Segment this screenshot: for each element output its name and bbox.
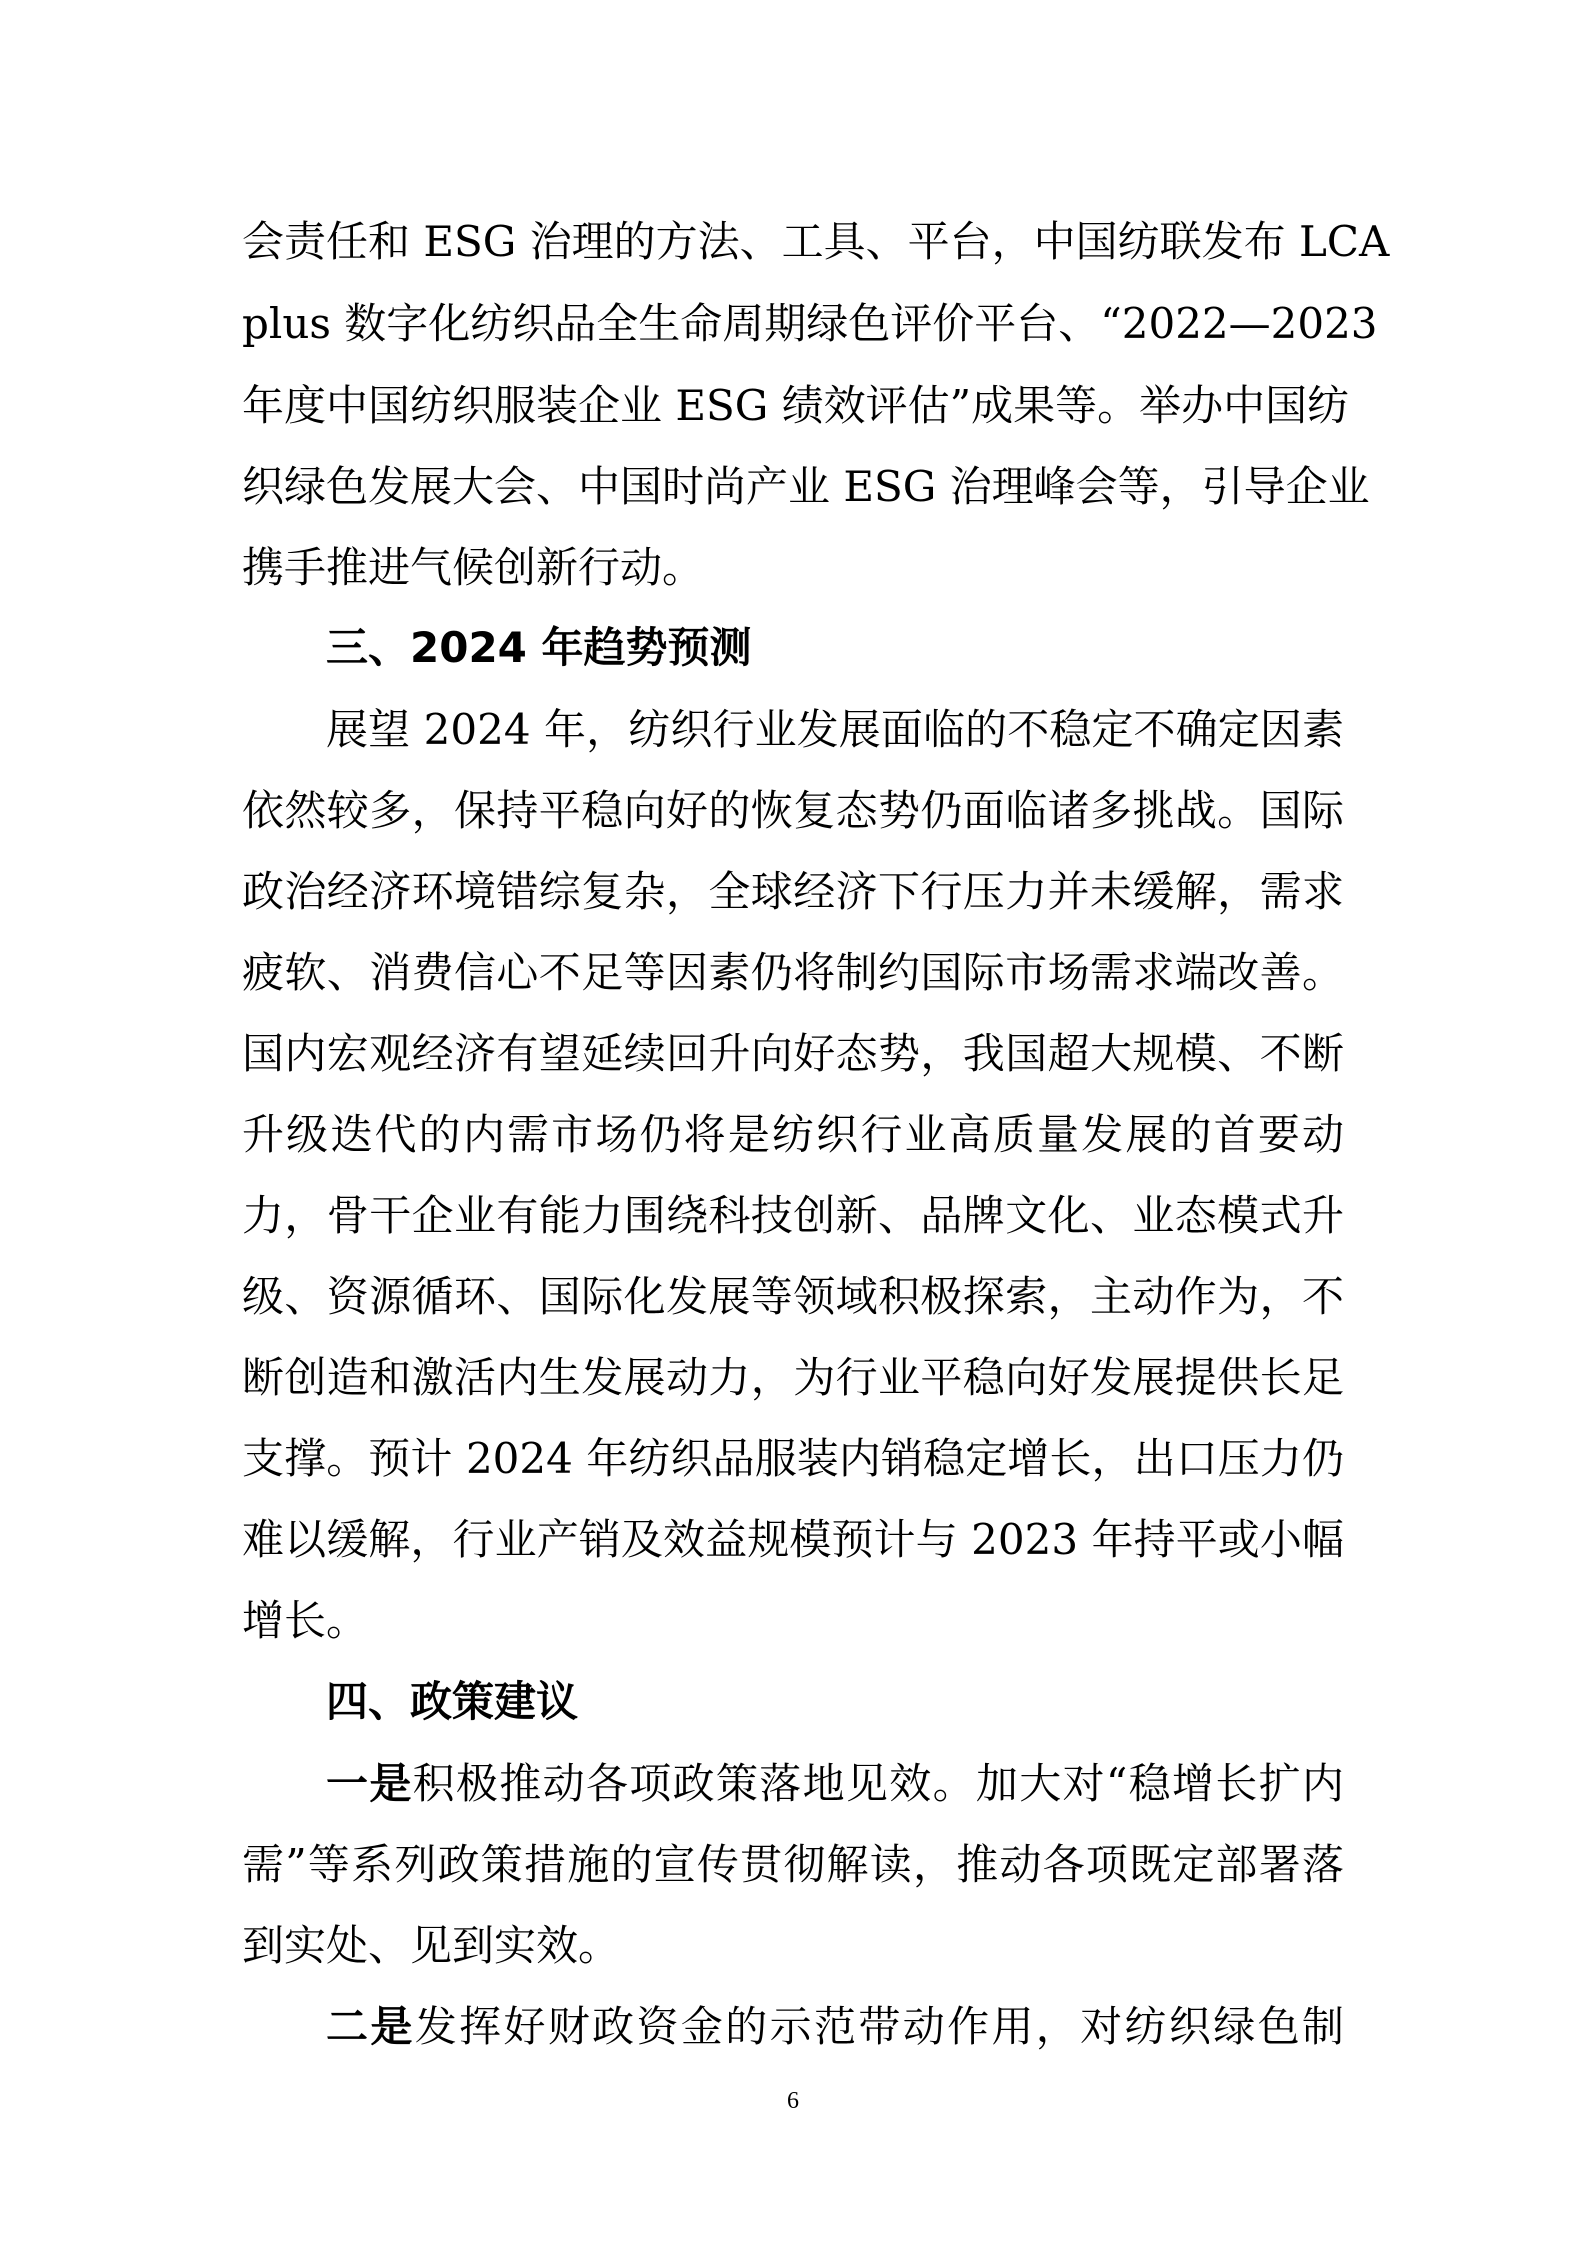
paragraph-line: 升级迭代的内需市场仍将是纺织行业高质量发展的首要动 bbox=[242, 1110, 1344, 1159]
paragraph-line: 依然较多，保持平稳向好的恢复态势仍面临诸多挑战。国际 bbox=[242, 786, 1344, 835]
paragraph-line: 年度中国纺织服装企业 ESG 绩效评估”成果等。举办中国纺 bbox=[242, 381, 1350, 430]
paragraph-line: 疲软、消费信心不足等因素仍将制约国际市场需求端改善。 bbox=[242, 948, 1344, 997]
paragraph-line: 政治经济环境错综复杂，全球经济下行压力并未缓解，需求 bbox=[242, 867, 1344, 916]
paragraph-line: 会责任和 ESG 治理的方法、工具、平台，中国纺联发布 LCA bbox=[242, 217, 1390, 266]
paragraph-line: 级、资源循环、国际化发展等领域积极探索，主动作为，不 bbox=[242, 1272, 1344, 1321]
paragraph-line: 断创造和激活内生发展动力，为行业平稳向好发展提供长足 bbox=[242, 1353, 1344, 1402]
paragraph-line: 难以缓解，行业产销及效益规模预计与 2023 年持平或小幅 bbox=[242, 1515, 1344, 1564]
paragraph-line: 增长。 bbox=[242, 1596, 369, 1645]
paragraph-line: 到实处、见到实效。 bbox=[242, 1921, 621, 1970]
item-lead: 一是 bbox=[326, 1759, 413, 1808]
paragraph-line: 展望 2024 年，纺织行业发展面临的不稳定不确定因素 bbox=[326, 705, 1344, 754]
page-number: 6 bbox=[787, 2088, 799, 2114]
paragraph-line: 国内宏观经济有望延续回升向好态势，我国超大规模、不断 bbox=[242, 1029, 1344, 1078]
paragraph-line: 力，骨干企业有能力围绕科技创新、品牌文化、业态模式升 bbox=[242, 1191, 1344, 1240]
paragraph-line: 携手推进气候创新行动。 bbox=[242, 543, 705, 592]
paragraph-line: plus 数字化纺织品全生命周期绿色评价平台、“2022—2023 bbox=[242, 299, 1378, 348]
section-heading: 三、2024 年趋势预测 bbox=[326, 623, 752, 672]
paragraph-line: 需”等系列政策措施的宣传贯彻解读，推动各项既定部署落 bbox=[242, 1840, 1344, 1889]
item-lead: 二是 bbox=[326, 2002, 415, 2051]
item-text: 积极推动各项政策落地见效。加大对“稳增长扩内 bbox=[412, 1759, 1344, 1808]
paragraph-line: 织绿色发展大会、中国时尚产业 ESG 治理峰会等，引导企业 bbox=[242, 462, 1370, 511]
section-heading: 四、政策建议 bbox=[326, 1677, 579, 1726]
paragraph-line bbox=[326, 1997, 1344, 2057]
paragraph-line: 支撑。预计 2024 年纺织品服装内销稳定增长，出口压力仍 bbox=[242, 1434, 1344, 1483]
paragraph-line bbox=[326, 1754, 1344, 1814]
item-text: 发挥好财政资金的示范带动作用，对纺织绿色制 bbox=[414, 2002, 1344, 2051]
